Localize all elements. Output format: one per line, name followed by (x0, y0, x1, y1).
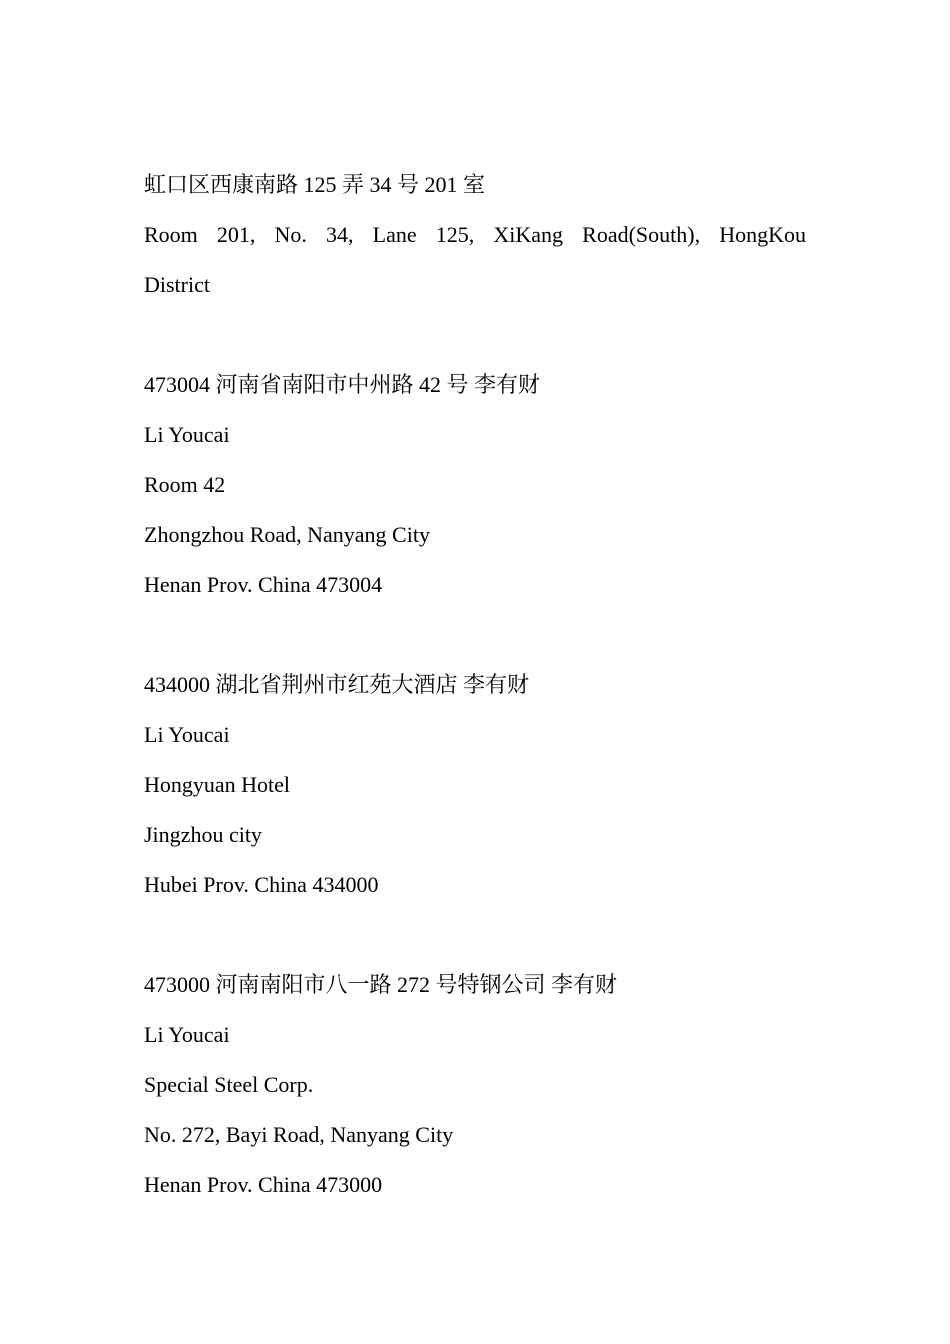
address-block-hongkou (144, 160, 806, 310)
recipient-name: Li Youcai (144, 1022, 230, 1047)
address-block-nanyang-bayi (144, 960, 806, 1210)
document-page (144, 160, 806, 1210)
block-spacer (144, 610, 806, 660)
address-chinese: 434000 湖北省荆州市红苑大酒店 李有财 (144, 672, 530, 697)
address-english-line: Zhongzhou Road, Nanyang City (144, 522, 430, 547)
address-chinese: 473004 河南省南阳市中州路 42 号 李有财 (144, 372, 541, 397)
address-chinese: 虹口区西康南路 125 弄 34 号 201 室 (144, 172, 486, 197)
address-english-line: Room 42 (144, 472, 226, 497)
recipient-name: Li Youcai (144, 422, 230, 447)
address-english-line: Henan Prov. China 473004 (144, 572, 383, 597)
address-english-line: No. 272, Bayi Road, Nanyang City (144, 1122, 454, 1147)
address-block-jingzhou (144, 660, 806, 910)
address-english-line: Hongyuan Hotel (144, 772, 291, 797)
address-english-line: Hubei Prov. China 434000 (144, 872, 379, 897)
address-block-nanyang-zhongzhou (144, 360, 806, 610)
address-english-line: District (144, 272, 210, 297)
block-spacer (144, 910, 806, 960)
address-chinese: 473000 河南南阳市八一路 272 号特钢公司 李有财 (144, 972, 618, 997)
address-english-line: Special Steel Corp. (144, 1072, 314, 1097)
address-english-line: Henan Prov. China 473000 (144, 1172, 383, 1197)
address-english-line: Room 201, No. 34, Lane 125, XiKang Road(South), HongKou (144, 222, 806, 247)
recipient-name: Li Youcai (144, 722, 230, 747)
address-english-line: Jingzhou city (144, 822, 262, 847)
block-spacer (144, 310, 806, 360)
